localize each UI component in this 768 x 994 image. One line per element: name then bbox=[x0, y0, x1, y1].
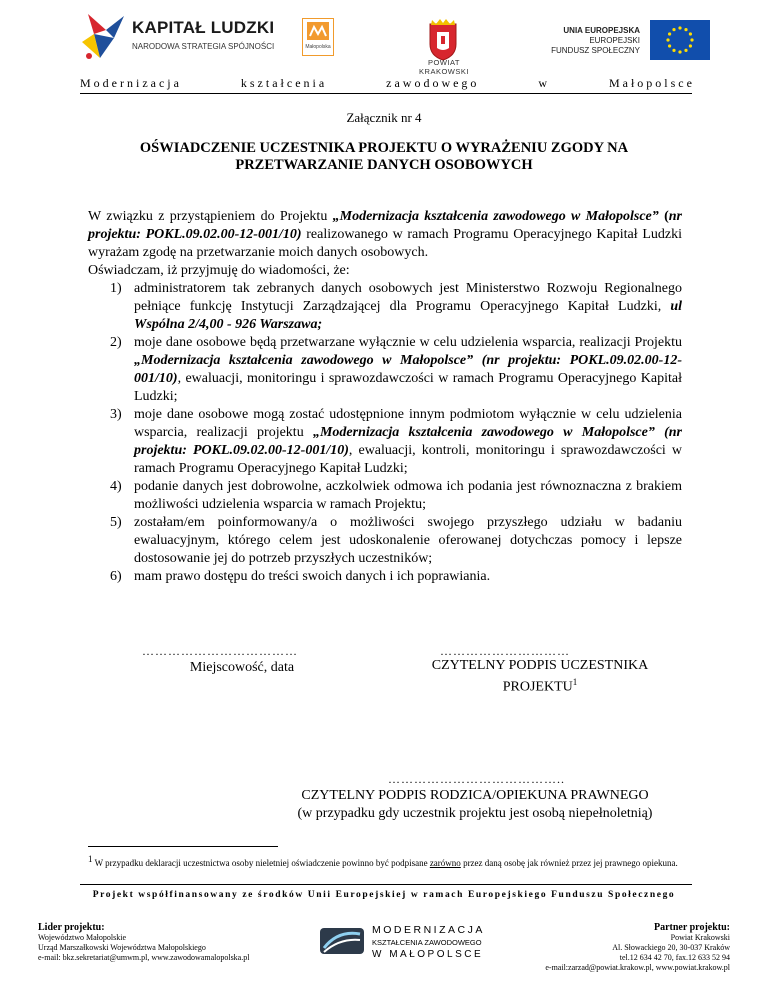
participant-signature-line[interactable]: ………………………… bbox=[440, 644, 570, 658]
footnote-underlined: zarówno bbox=[429, 858, 461, 868]
eu-label bbox=[520, 26, 640, 56]
item-address: ul Wspólna 2/4,00 - 926 Warszawa; bbox=[134, 299, 683, 332]
item-number: 5) bbox=[110, 515, 122, 530]
eu-flag-icon bbox=[650, 20, 710, 60]
intro-text-2: ( bbox=[658, 209, 669, 224]
leader-line-2: Urząd Marszałkowski Województwa Małopolskiego bbox=[38, 943, 206, 952]
item-text: , ewaluacji, monitoringu i sprawozdawczości w ramach Programu Operacyjnego Kapitał Ludzki; bbox=[134, 371, 682, 404]
partner-line-4: e-mail:zarzad@powiat.krakow.pl, www.powiat.krakow.pl bbox=[545, 963, 730, 972]
motto-word: M o d e r n i z a c j a bbox=[80, 76, 179, 90]
cofinancing-note: Projekt współfinansowany ze środków Unii Europejskiej w ramach Europejskiego Funduszu Społecznego bbox=[92, 890, 676, 900]
item-number: 2) bbox=[110, 335, 122, 350]
item-text: administratorem tak zebranych danych osobowych jest Ministerstwo Rozwoju Regionalnego pełniące funkcję Instytucji Zarządzającej dla Programu Operacyjnego Kapitał Ludzki bbox=[134, 281, 682, 314]
powiat-crest-icon bbox=[424, 18, 462, 62]
annex-number: Załącznik nr 4 bbox=[346, 110, 422, 125]
modernizacja-text-3: W MAŁOPOLSCE bbox=[372, 949, 484, 960]
partner-line-3: tel.12 634 42 70, fax.12 633 52 94 bbox=[619, 953, 730, 962]
participant-label-text: PROJEKTU bbox=[502, 679, 573, 695]
intro-text-1: W związku z przystąpieniem do Projektu bbox=[88, 209, 333, 224]
footnote-text-1: W przypadku deklaracji uczestnictwa osoby nieletniej oświadczenie powinno być podpisane bbox=[92, 858, 430, 868]
parent-label: CZYTELNY PODPIS RODZICA/OPIEKUNA PRAWNEGO bbox=[301, 788, 649, 803]
list-item bbox=[88, 514, 682, 568]
item-number: 3) bbox=[110, 407, 122, 422]
title-line-2: PRZETWARZANIE DANYCH OSOBOWYCH bbox=[235, 157, 533, 173]
place-date-line[interactable]: ……………………………… bbox=[142, 644, 298, 658]
list-item bbox=[88, 568, 682, 586]
motto-word: k s z t a ł c e n i a bbox=[240, 76, 325, 90]
intro-project-name: „Modernizacja kształcenia zawodowego w Małopolsce” bbox=[332, 209, 659, 224]
project-partner bbox=[470, 923, 730, 973]
modernizacja-icon bbox=[318, 926, 366, 956]
motto-word: M a ł o p o l s c e bbox=[608, 76, 692, 90]
footnote-ref: 1 bbox=[572, 677, 578, 687]
title-line-1: OŚWIADCZENIE UCZESTNIKA PROJEKTU O WYRAŻENIU ZGODY NA bbox=[139, 140, 629, 156]
participant-label-line-1: CZYTELNY PODPIS UCZESTNIKA bbox=[431, 658, 649, 673]
intro-project-number: nr projektu: POKL.09.02.00-12-001/10) bbox=[88, 209, 682, 242]
eu-line-1: UNIA EUROPEJSKA bbox=[563, 26, 640, 35]
leader-line-3: e-mail: bkz.sekretariat@umwm.pl, www.zawodowamalopolska.pl bbox=[38, 953, 250, 962]
item-text: , ewaluacji, kontroli, monitoringu i sprawozdawczości w ramach Programu Operacyjnego Kapitał Ludzki; bbox=[134, 443, 683, 476]
header-divider bbox=[80, 93, 692, 94]
item-number: 1) bbox=[110, 281, 122, 296]
footer-divider bbox=[80, 884, 692, 885]
footnote-divider bbox=[88, 846, 278, 847]
item-project-name: „Modernizacja kształcenia zawodowego w Małopolsce” (nr projektu: POKL.09.02.00-12-001/10) bbox=[134, 353, 682, 386]
parent-signature-label bbox=[270, 787, 680, 823]
eu-line-2: EUROPEJSKI bbox=[589, 36, 640, 45]
list-item bbox=[88, 334, 682, 406]
malopolska-logo bbox=[302, 18, 334, 56]
participant-signature-label bbox=[400, 657, 680, 696]
motto-word: z a w o d o w e g o bbox=[386, 76, 477, 90]
participant-label-line-2 bbox=[400, 674, 680, 696]
partner-line-1: Powiat Krakowski bbox=[670, 933, 730, 942]
item-text: mam prawo dostępu do treści swoich danych i ich poprawiania. bbox=[134, 569, 491, 584]
powiat-label bbox=[400, 58, 488, 76]
item-number: 4) bbox=[110, 479, 122, 494]
modernizacja-text-2: KSZTAŁCENIA ZAWODOWEGO bbox=[372, 938, 482, 947]
leader-line-1: Województwo Małopolskie bbox=[38, 933, 127, 942]
item-text: moje dane osobowe mogą zostać udostępnione innym podmiotom wyłącznie w celu udzielenia wsparcia, realizacji projektu bbox=[134, 407, 682, 440]
modernizacja-text-1: MODERNIZACJA bbox=[372, 924, 485, 936]
declare-line: Oświadczam, iż przyjmuję do wiadomości, że: bbox=[88, 263, 350, 278]
document-title bbox=[108, 140, 660, 174]
powiat-line-1: POWIAT bbox=[427, 58, 461, 67]
parent-signature-line[interactable]: ………………………………….. bbox=[388, 772, 565, 786]
parent-note: (w przypadku gdy uczestnik projektu jest osobą niepełnoletnią) bbox=[297, 806, 653, 821]
leader-title: Lider projektu: bbox=[38, 922, 105, 933]
partner-title: Partner projektu: bbox=[653, 922, 730, 933]
list-item bbox=[88, 280, 682, 334]
item-project-name: „Modernizacja kształcenia zawodowego w Małopolsce” (nr projektu: POKL.09.02.00-12-001/10) bbox=[134, 425, 682, 458]
project-motto bbox=[80, 76, 692, 91]
eu-line-3: FUNDUSZ SPOŁECZNY bbox=[551, 46, 640, 55]
malopolska-mark-icon bbox=[307, 22, 329, 40]
kapital-ludzki-logo bbox=[80, 12, 275, 62]
list-item bbox=[88, 406, 682, 478]
kapital-ludzki-title: KAPITAŁ LUDZKI bbox=[132, 18, 275, 37]
list-item bbox=[88, 478, 682, 514]
declaration-body bbox=[88, 208, 682, 586]
partner-line-2: Al. Słowackiego 20, 30-037 Kraków bbox=[612, 943, 730, 952]
footnote-text-2: przez daną osobę jak również przez jej prawnego opiekuna. bbox=[460, 858, 678, 868]
item-text: podanie danych jest dobrowolne, aczkolwiek odmowa ich podania jest równoznaczna z brakiem możliwości udzielenia wsparcia w ramach Projektu; bbox=[134, 479, 682, 512]
item-text: moje dane osobowe będą przetwarzane wyłącznie w celu udzielenia wsparcia, realizacji Projektu bbox=[134, 335, 682, 350]
footnote bbox=[88, 853, 688, 869]
kapital-ludzki-subtitle: NARODOWA STRATEGIA SPÓJNOŚCI bbox=[132, 42, 275, 51]
item-text: zostałam/em poinformowany/a o możliwości swojego przyszłego udziału w badaniu ewaluacyjnym, którego celem jest udoskonalenie oferowanej dotychczas pomocy i lepsze dostosowanie jej do potrzeb przyszłych uczestników; bbox=[134, 515, 682, 566]
powiat-line-2: KRAKOWSKI bbox=[419, 67, 469, 76]
place-date-label: Miejscowość, data bbox=[189, 660, 295, 675]
motto-word: w bbox=[538, 76, 548, 90]
kapital-ludzki-star-icon bbox=[80, 12, 128, 62]
item-number: 6) bbox=[110, 569, 122, 584]
statement-list bbox=[88, 280, 682, 586]
item-text: , bbox=[657, 299, 671, 314]
project-leader bbox=[38, 923, 318, 963]
intro-paragraph bbox=[88, 208, 682, 262]
malopolska-label: Małopolska bbox=[305, 44, 331, 50]
intro-text-3: realizowanego w ramach Programu Operacyjnego Kapitał Ludzki wyrażam zgodę na przetwarzanie moich danych osobowych. bbox=[88, 227, 682, 260]
footnote-mark: 1 bbox=[88, 854, 93, 864]
